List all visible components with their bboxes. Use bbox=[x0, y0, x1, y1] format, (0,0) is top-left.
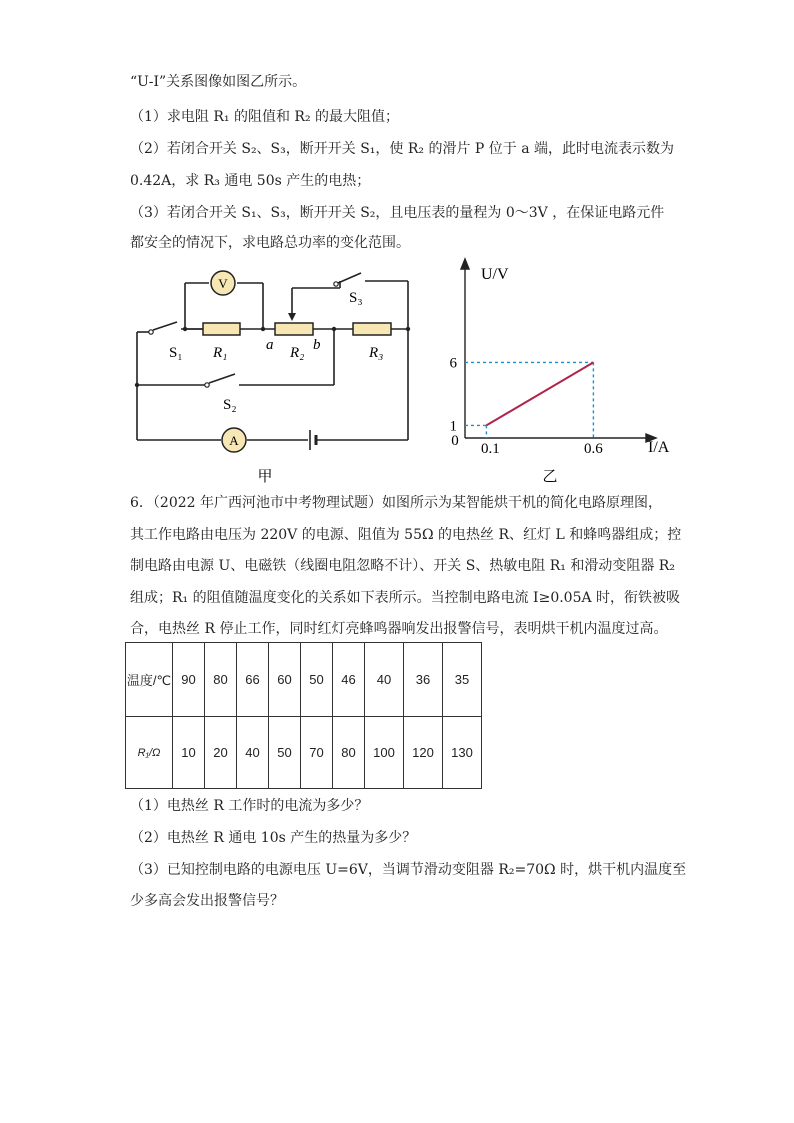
table-row-temperature bbox=[126, 643, 482, 717]
x-axis-label: I/A bbox=[648, 439, 670, 456]
p5-question-2-line2: 0.42A，求 R₃ 通电 50s 产生的电热； bbox=[130, 173, 371, 189]
ammeter-label: A bbox=[229, 433, 239, 448]
table-cell: 10 bbox=[173, 717, 205, 789]
p5-question-3-line2: 都安全的情况下，求电路总功率的变化范围。 bbox=[130, 235, 410, 251]
table-row-resistance bbox=[126, 717, 482, 789]
table-cell: 20 bbox=[205, 717, 237, 789]
table-cell: 70 bbox=[301, 717, 333, 789]
p6-line-1: 6．（2022 年广西河池市中考物理试题）如图所示为某智能烘干机的简化电路原理图， bbox=[130, 495, 662, 511]
circuit-diagram bbox=[125, 255, 425, 490]
p6-line-4: 组成；R₁ 的阻值随温度变化的关系如下表所示。当控制电路电流 I≥0.05A 时，衔铁被吸 bbox=[130, 590, 681, 606]
table-cell: 50 bbox=[301, 643, 333, 717]
p6-question-1: （1）电热丝 R 工作时的电流为多少？ bbox=[130, 798, 369, 814]
p6-line-5: 合，电热丝 R 停止工作，同时红灯亮蜂鸣器响发出报警信号，表明烘干机内温度过高。 bbox=[130, 621, 668, 637]
table-cell: 80 bbox=[333, 717, 365, 789]
table-cell: 50 bbox=[269, 717, 301, 789]
s2-label: S₂ bbox=[223, 397, 237, 413]
table-cell: 90 bbox=[173, 643, 205, 717]
chart-series bbox=[486, 362, 593, 425]
table-cell: 130 bbox=[443, 717, 482, 789]
y-axis-label: U/V bbox=[481, 266, 509, 283]
p6-line-3: 制电路由电源 U、电磁铁（线圈电阻忽略不计）、开关 S、热敏电阻 R₁ 和滑动变阻器 R₂ bbox=[130, 558, 675, 574]
ui-chart bbox=[445, 255, 685, 490]
table-cell: 35 bbox=[443, 643, 482, 717]
p5-question-1: （1）求电阻 R₁ 的阻值和 R₂ 的最大阻值； bbox=[130, 109, 400, 125]
table-cell: 80 bbox=[205, 643, 237, 717]
r3-label: R₃ bbox=[369, 345, 384, 361]
temperature-resistance-table bbox=[125, 642, 482, 789]
node-b-label: b bbox=[313, 337, 321, 353]
table-header-resistance: R₁/Ω bbox=[126, 717, 173, 789]
r1-label: R₁ bbox=[213, 345, 228, 361]
table-cell: 40 bbox=[365, 643, 404, 717]
table-header-temperature: 温度/℃ bbox=[126, 643, 173, 717]
p5-intro: “U-I”关系图像如图乙所示。 bbox=[130, 74, 307, 90]
s1-label: S₁ bbox=[169, 345, 183, 361]
p6-line-2: 其工作电路由电压为 220V 的电源、阻值为 55Ω 的电热丝 R、红灯 L 和蜂鸣器组成；控 bbox=[130, 527, 682, 543]
r2-label: R₂ bbox=[290, 345, 305, 361]
table-cell: 40 bbox=[237, 717, 269, 789]
y-tick-label: 6 bbox=[449, 355, 457, 372]
node-a-label: a bbox=[266, 337, 274, 353]
voltmeter-label: V bbox=[218, 276, 228, 291]
p5-question-2-line1: （2）若闭合开关 S₂、S₃，断开开关 S₁，使 R₂ 的滑片 P 位于 a 端，此时电流表示数为 bbox=[130, 141, 675, 157]
chart-caption: 乙 bbox=[542, 469, 558, 485]
table-cell: 46 bbox=[333, 643, 365, 717]
series-line-u-i bbox=[486, 362, 593, 425]
p6-question-3-line1: （3）已知控制电路的电源电压 U=6V，当调节滑动变阻器 R₂=70Ω 时，烘干机内温度至 bbox=[130, 862, 687, 878]
x-tick-label: 0.6 bbox=[584, 441, 603, 457]
table-cell: 120 bbox=[404, 717, 443, 789]
p6-question-3-line2: 少多高会发出报警信号？ bbox=[130, 893, 284, 909]
p6-question-2: （2）电热丝 R 通电 10s 产生的热量为多少？ bbox=[130, 830, 417, 846]
circuit-caption: 甲 bbox=[257, 469, 273, 485]
p5-question-3-line1: （3）若闭合开关 S₁、S₃，断开开关 S₂，且电压表的量程为 0～3V ，在保证电路元件 bbox=[130, 205, 665, 221]
table-cell: 100 bbox=[365, 717, 404, 789]
table-cell: 36 bbox=[404, 643, 443, 717]
table-cell: 66 bbox=[237, 643, 269, 717]
x-tick-label: 0.1 bbox=[481, 441, 500, 457]
y-tick-label: 1 bbox=[449, 418, 457, 435]
s3-label: S₃ bbox=[349, 290, 363, 306]
table-cell: 60 bbox=[269, 643, 301, 717]
origin-label: 0 bbox=[451, 433, 459, 449]
